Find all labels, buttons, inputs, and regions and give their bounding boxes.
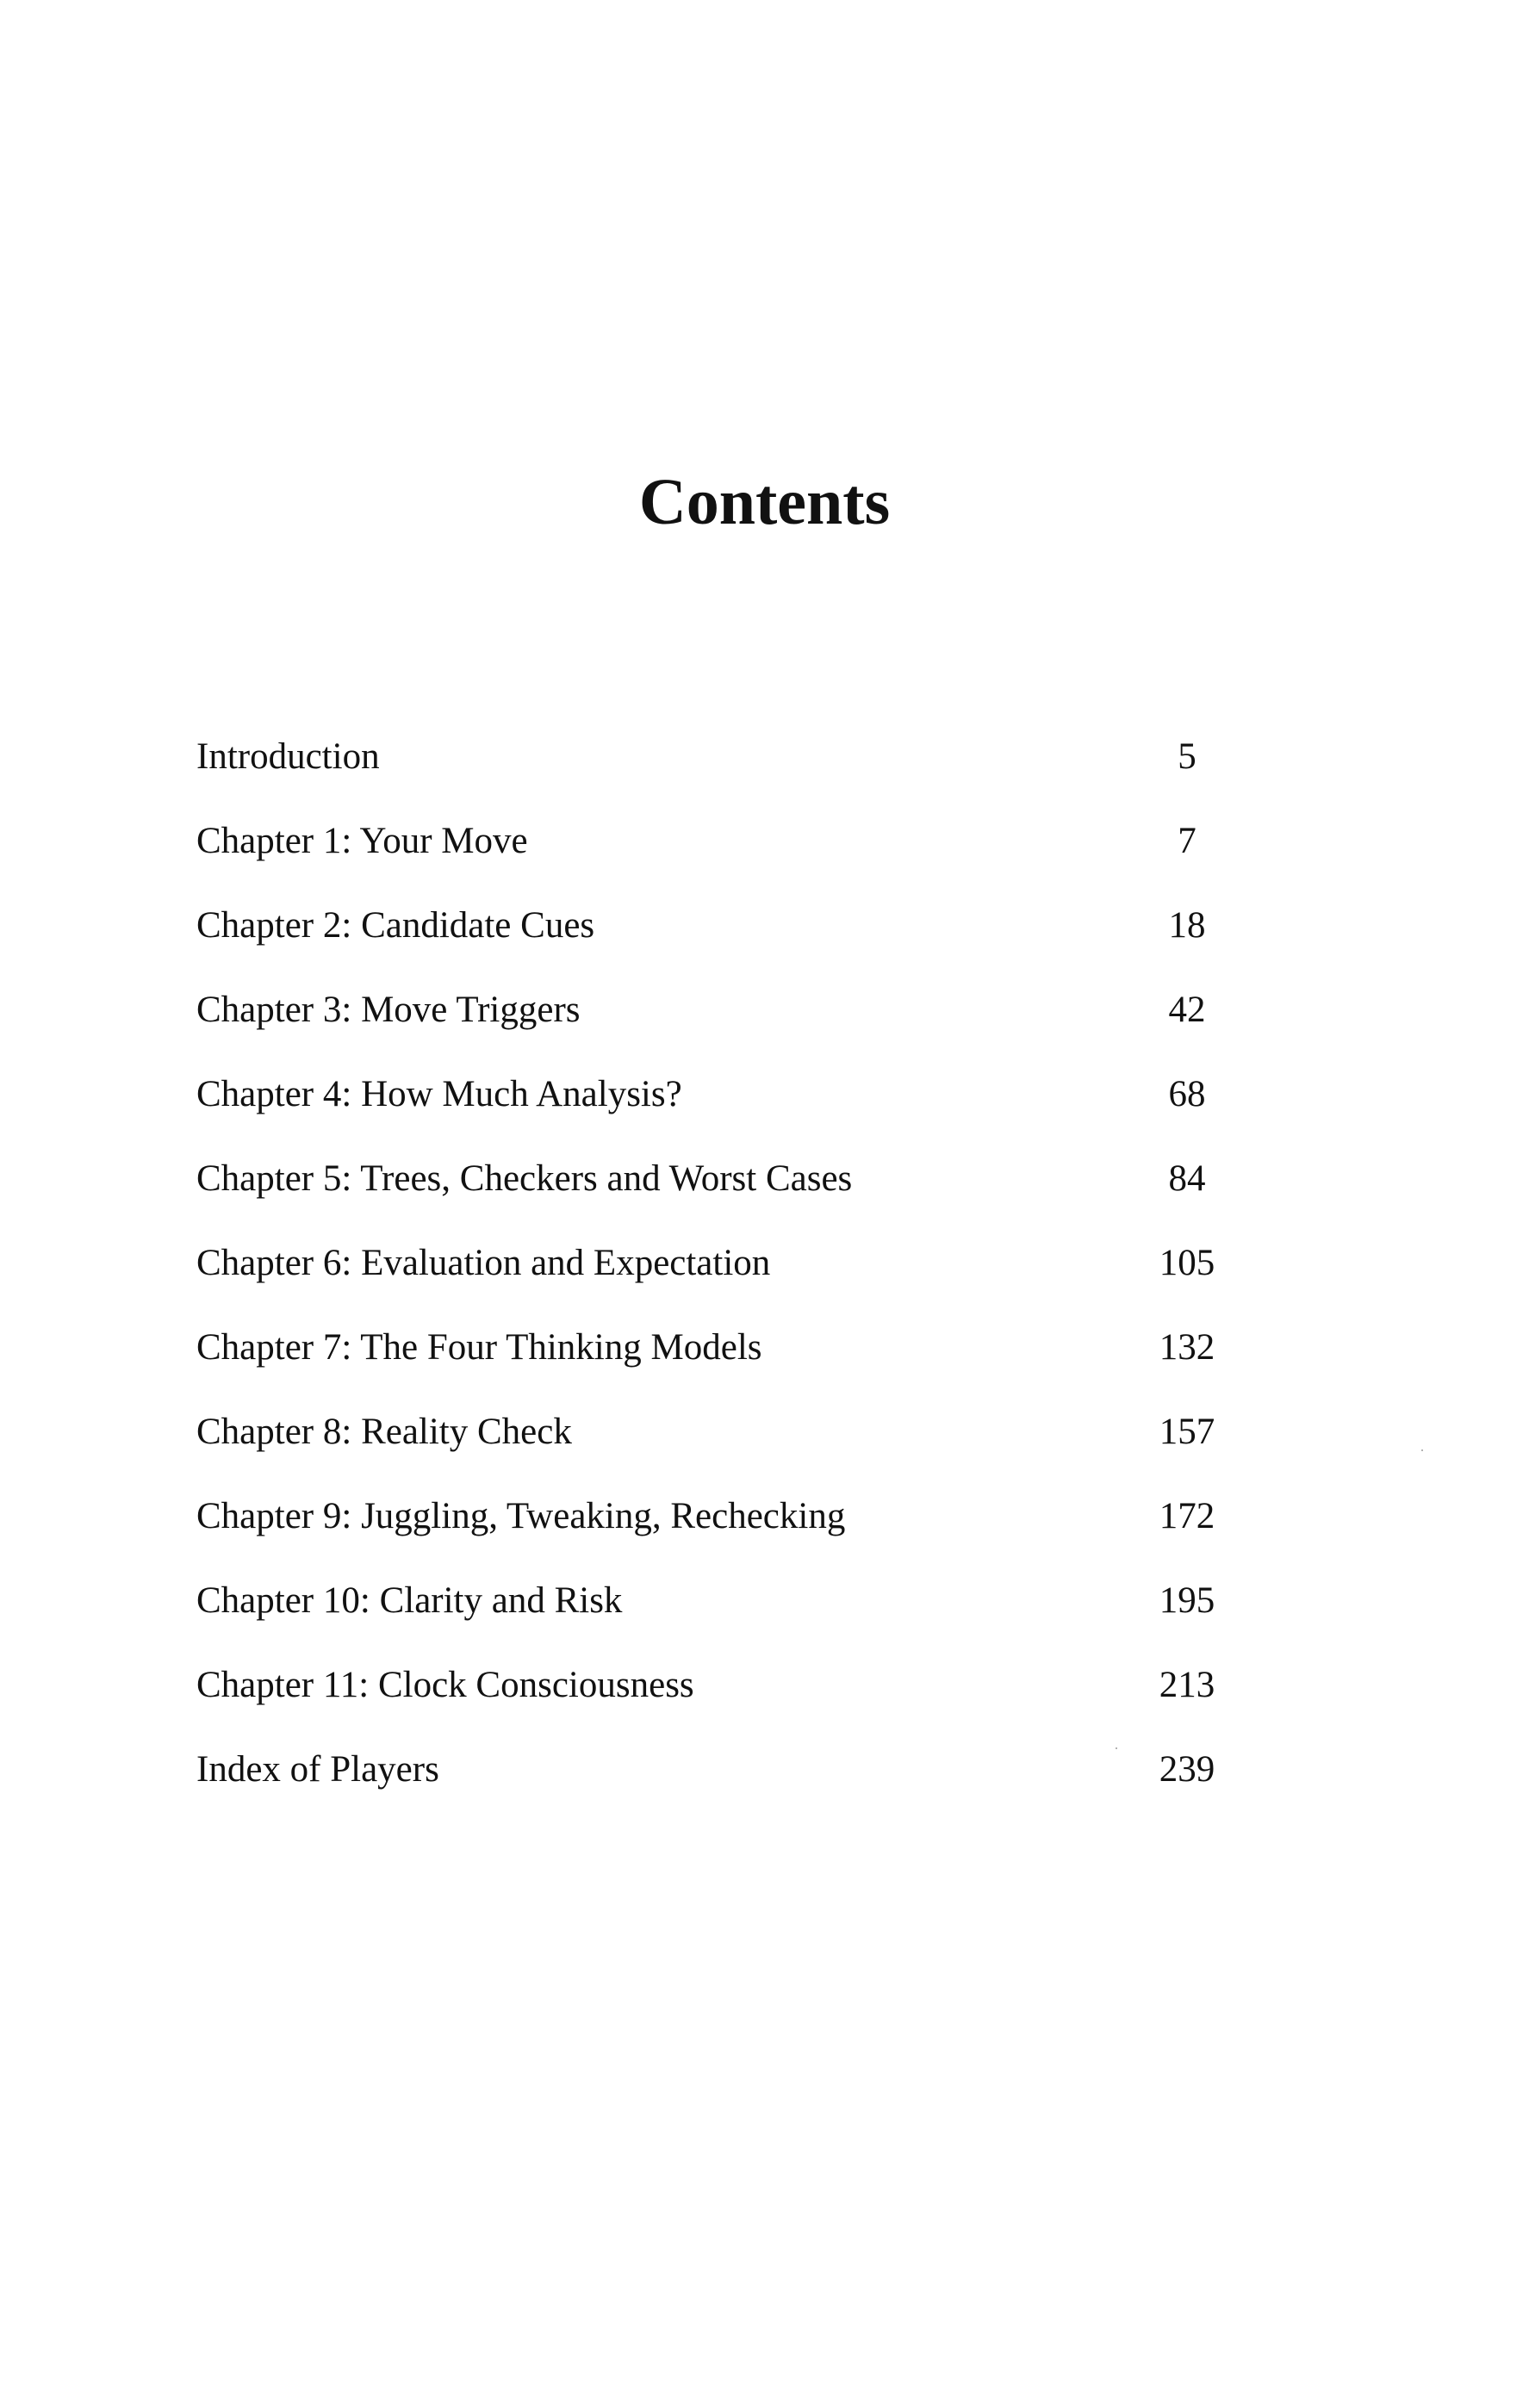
- table-of-contents: [196, 730, 1265, 1828]
- toc-entry-title: Chapter 1: Your Move: [196, 821, 528, 861]
- toc-entry-title: Chapter 7: The Four Thinking Models: [196, 1327, 762, 1368]
- toc-entry-title: Chapter 11: Clock Consciousness: [196, 1665, 694, 1705]
- toc-page-number: 42: [1168, 990, 1206, 1030]
- toc-entry-title: Chapter 5: Trees, Checkers and Worst Cases: [196, 1158, 853, 1199]
- toc-entry-title: Chapter 3: Move Triggers: [196, 990, 581, 1030]
- toc-entry: [196, 730, 1265, 815]
- toc-page-number: 84: [1168, 1158, 1206, 1199]
- toc-entry-title: Chapter 4: How Much Analysis?: [196, 1074, 682, 1114]
- toc-page-number: 5: [1178, 736, 1196, 777]
- toc-entry: [196, 1490, 1265, 1574]
- toc-entry-title: Chapter 9: Juggling, Tweaking, Rechecking: [196, 1496, 846, 1536]
- toc-page-number: 239: [1159, 1749, 1215, 1790]
- toc-entry-title: Introduction: [196, 736, 380, 777]
- toc-entry: [196, 1574, 1265, 1659]
- toc-page-number: 18: [1168, 905, 1206, 946]
- toc-page-number: 105: [1159, 1243, 1215, 1283]
- toc-page-number: 213: [1159, 1665, 1215, 1705]
- scan-speck: [1421, 1449, 1423, 1451]
- toc-page-number: 172: [1159, 1496, 1215, 1536]
- toc-entry: [196, 1152, 1265, 1237]
- toc-entry: [196, 1406, 1265, 1490]
- toc-entry: [196, 1068, 1265, 1152]
- toc-entry-title: Chapter 6: Evaluation and Expectation: [196, 1243, 771, 1283]
- page-title: Contents: [638, 466, 891, 538]
- toc-entry-title: Chapter 2: Candidate Cues: [196, 905, 595, 946]
- toc-entry: [196, 899, 1265, 984]
- toc-page-number: 195: [1159, 1580, 1215, 1621]
- scan-speck: [1116, 1747, 1117, 1749]
- toc-page-number: 7: [1178, 821, 1196, 861]
- toc-entry: [196, 815, 1265, 899]
- toc-page-number: 132: [1159, 1327, 1215, 1368]
- toc-entry: [196, 1321, 1265, 1406]
- toc-page-number: 157: [1159, 1412, 1215, 1452]
- toc-entry: [196, 1659, 1265, 1743]
- toc-entry-title: Chapter 8: Reality Check: [196, 1412, 572, 1452]
- toc-entry-title: Chapter 10: Clarity and Risk: [196, 1580, 623, 1621]
- toc-page-number: 68: [1168, 1074, 1206, 1114]
- toc-entry: [196, 1743, 1265, 1828]
- toc-entry: [196, 1237, 1265, 1321]
- toc-entry: [196, 984, 1265, 1068]
- toc-entry-title: Index of Players: [196, 1749, 439, 1790]
